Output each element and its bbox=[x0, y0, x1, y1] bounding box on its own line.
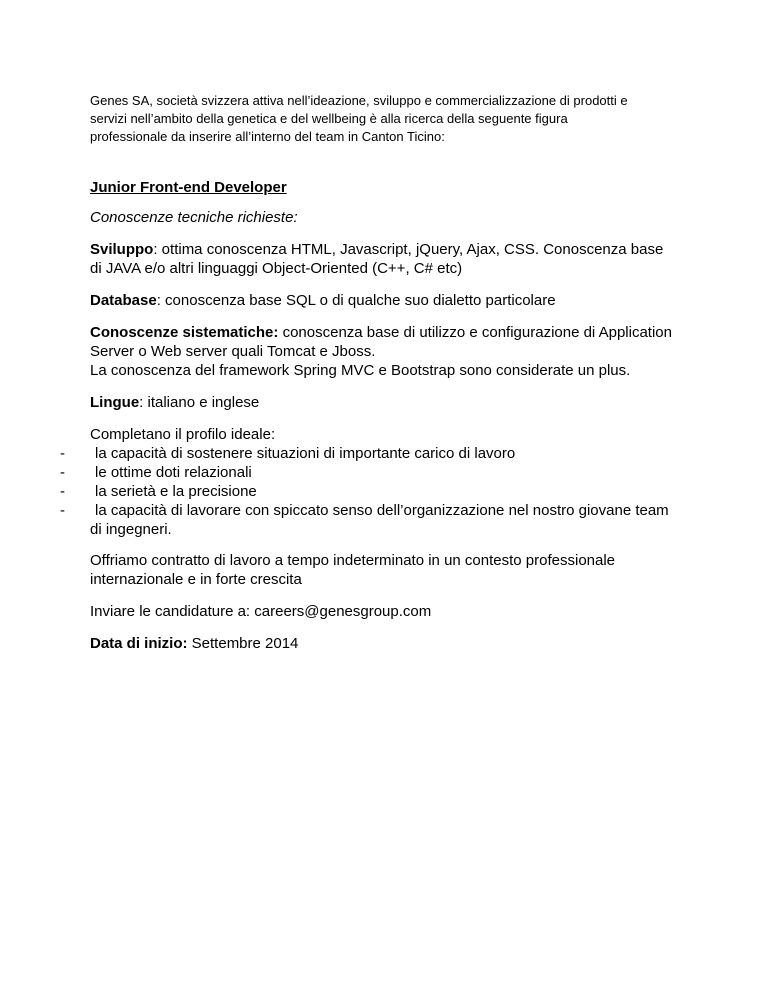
list-item bbox=[60, 482, 710, 501]
intro-line-2: servizi nell’ambito della genetica e del wellbeing è alla ricerca della seguente figura bbox=[90, 111, 568, 126]
lingue-paragraph bbox=[90, 393, 710, 412]
bullet-marker: - bbox=[60, 445, 65, 462]
bullet-marker: - bbox=[60, 483, 65, 500]
section-subtitle: Conoscenze tecniche richieste: bbox=[90, 209, 298, 226]
sviluppo-paragraph bbox=[90, 240, 710, 278]
database-paragraph bbox=[90, 291, 710, 310]
list-item bbox=[60, 463, 710, 482]
sistematiche-text-1: conoscenza base di utilizzo e configurazione di Application bbox=[278, 324, 672, 341]
intro-line-3: professionale da inserire all’interno del team in Canton Ticino: bbox=[90, 129, 445, 144]
bullet-marker: - bbox=[60, 502, 65, 519]
sistematiche-label: Conoscenze sistematiche: bbox=[90, 324, 279, 341]
data-inizio-value: Settembre 2014 bbox=[187, 635, 299, 652]
sviluppo-label: Sviluppo bbox=[90, 241, 154, 258]
lingue-text: : italiano e inglese bbox=[139, 394, 260, 411]
list-item-text: le ottime doti relazionali bbox=[95, 464, 252, 481]
profilo-section bbox=[60, 425, 710, 539]
offerta-text-2: internazionale e in forte crescita bbox=[90, 571, 302, 588]
bullet-marker: - bbox=[60, 464, 65, 481]
sistematiche-text-3: La conoscenza del framework Spring MVC e Bootstrap sono considerate un plus. bbox=[90, 362, 631, 379]
sistematiche-text-2: Server o Web server quali Tomcat e Jboss. bbox=[90, 343, 376, 360]
offerta-paragraph bbox=[90, 551, 710, 589]
offerta-text-1: Offriamo contratto di lavoro a tempo indeterminato in un contesto professionale bbox=[90, 552, 616, 569]
list-item-text: la capacità di sostenere situazioni di importante carico di lavoro bbox=[95, 445, 516, 462]
list-item bbox=[60, 444, 710, 463]
lingue-label: Lingue bbox=[90, 394, 140, 411]
sistematiche-paragraph bbox=[90, 323, 710, 380]
candidature-paragraph bbox=[90, 602, 710, 621]
sviluppo-text-2: di JAVA e/o altri linguaggi Object-Oriented (C++, C# etc) bbox=[90, 260, 463, 277]
candidature-text: Inviare le candidature a: careers@genesgroup.com bbox=[90, 603, 432, 620]
intro-paragraph bbox=[90, 92, 690, 146]
list-item-text: la serietà e la precisione bbox=[95, 483, 257, 500]
profilo-list bbox=[60, 444, 710, 539]
list-item-text: la capacità di lavorare con spiccato senso dell’organizzazione nel nostro giovane team bbox=[95, 502, 669, 519]
job-posting bbox=[60, 178, 710, 666]
data-inizio-label: Data di inizio: bbox=[90, 635, 188, 652]
sviluppo-text-1: : ottima conoscenza HTML, Javascript, jQuery, Ajax, CSS. Conoscenza base bbox=[153, 241, 664, 258]
job-title: Junior Front-end Developer bbox=[90, 179, 287, 196]
intro-line-1: Genes SA, società svizzera attiva nell’ideazione, sviluppo e commercializzazione di prodotti e bbox=[90, 93, 628, 108]
data-inizio-paragraph bbox=[90, 634, 710, 653]
list-item bbox=[60, 501, 710, 539]
database-text: : conoscenza base SQL o di qualche suo dialetto particolare bbox=[156, 292, 556, 309]
list-item-text-continued: di ingegneri. bbox=[90, 521, 172, 538]
profilo-heading: Completano il profilo ideale: bbox=[90, 426, 276, 443]
database-label: Database bbox=[90, 292, 157, 309]
